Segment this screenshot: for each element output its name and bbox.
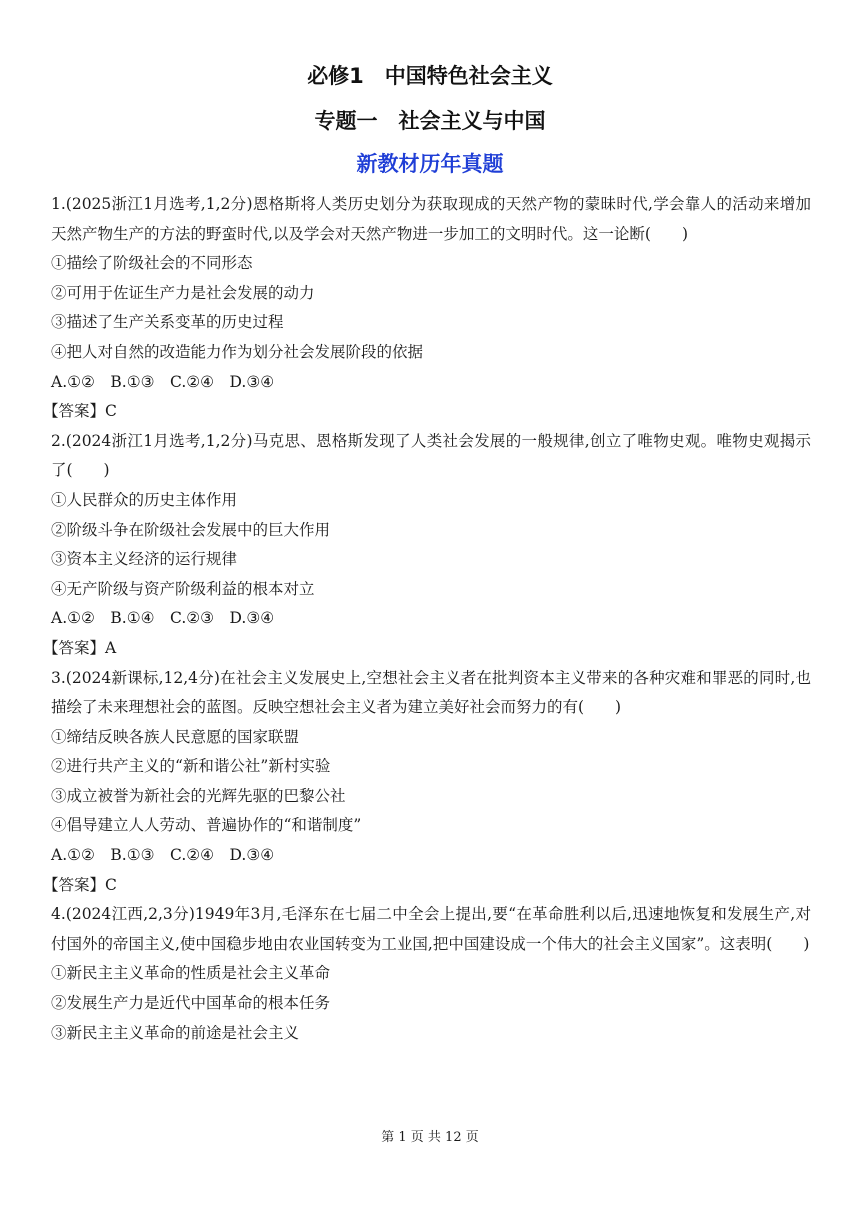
question-option: ③资本主义经济的运行规律 — [51, 550, 238, 569]
question-option: ③成立被誉为新社会的光辉先驱的巴黎公社 — [51, 786, 346, 805]
module-title: 必修1 中国特色社会主义 — [307, 64, 553, 88]
question-option: ①描绘了阶级社会的不同形态 — [51, 254, 253, 273]
question-option: ④无产阶级与资产阶级利益的根本对立 — [51, 579, 315, 598]
question-option: ②发展生产力是近代中国革命的根本任务 — [51, 994, 331, 1013]
question-stem: 1.(2025浙江1月选考,1,2分)恩格斯将人类历史划分为获取现成的天然产物的蒙昧时代,学会靠人的活动来增加天然产物生产的方法的野蛮时代,以及学会对天然产物进一步加工的文明时代。这一论断( ) — [51, 195, 811, 243]
question-option: ②阶级斗争在阶级社会发展中的巨大作用 — [51, 520, 331, 539]
question-option: ④把人对自然的改造能力作为划分社会发展阶段的依据 — [51, 342, 424, 361]
question-option: ②可用于佐证生产力是社会发展的动力 — [51, 283, 315, 302]
section-title: 新教材历年真题 — [356, 152, 504, 176]
question-stem: 2.(2024浙江1月选考,1,2分)马克思、恩格斯发现了人类社会发展的一般规律,创立了唯物史观。唯物史观揭示了( ) — [51, 431, 811, 480]
topic-title: 专题一 社会主义与中国 — [314, 109, 546, 133]
question-option: ①人民群众的历史主体作用 — [51, 490, 238, 509]
answer-choices: A.①② B.①③ C.②④ D.③④ — [51, 372, 275, 391]
answer-key: 【答案】C — [43, 875, 117, 894]
question-list — [43, 190, 811, 1048]
answer-key: 【答案】C — [43, 402, 117, 421]
question-stem: 3.(2024新课标,12,4分)在社会主义发展史上,空想社会主义者在批判资本主义带来的各种灾难和罪恶的同时,也描绘了未来理想社会的蓝图。反映空想社会主义者为建立美好社会而努力的有( ) — [51, 668, 811, 717]
question-option: ③描述了生产关系变革的历史过程 — [51, 313, 284, 332]
question-option: ①缔结反映各族人民意愿的国家联盟 — [51, 727, 300, 746]
answer-key: 【答案】A — [43, 638, 117, 657]
answer-choices: A.①② B.①④ C.②③ D.③④ — [51, 609, 275, 628]
question-option: ③新民主主义革命的前途是社会主义 — [51, 1023, 300, 1042]
question-option: ②进行共产主义的“新和谐公社”新村实验 — [51, 757, 331, 776]
question-stem: 4.(2024江西,2,3分)1949年3月,毛泽东在七届二中全会上提出,要“在革命胜利以后,迅速地恢复和发展生产,对付国外的帝国主义,使中国稳步地由农业国转变为工业国,把中国建设成一个伟大的社会主义国家”。这表明( ) — [51, 905, 811, 953]
answer-choices: A.①② B.①③ C.②④ D.③④ — [51, 846, 275, 865]
page-footer: 第 1 页 共 12 页 — [381, 1130, 479, 1145]
question-option: ①新民主主义革命的性质是社会主义革命 — [51, 964, 331, 983]
question-option: ④倡导建立人人劳动、普遍协作的“和谐制度” — [51, 816, 362, 835]
